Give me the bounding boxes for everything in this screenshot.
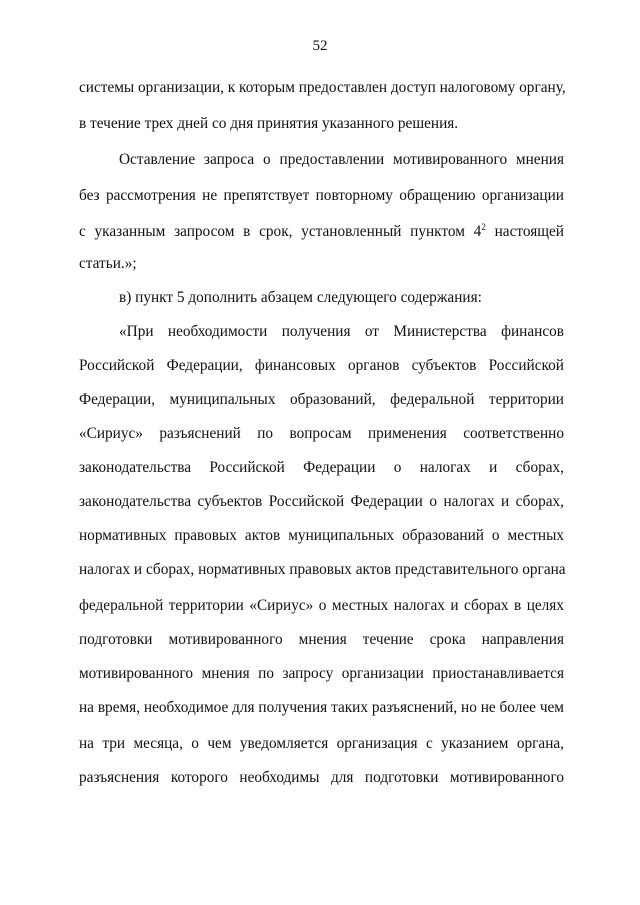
text-line-14: нормативных правовых актов муниципальных образований о местных (79, 527, 564, 544)
text-line-6: статьи.»; (79, 255, 137, 272)
text-line-9: Российской Федерации, финансовых органов субъектов Российской (79, 357, 564, 374)
text-line-4: без рассмотрения не препятствует повторному обращению организации (79, 187, 564, 204)
page-number: 52 (312, 38, 328, 54)
text-line-7: в) пункт 5 дополнить абзацем следующего содержания: (119, 289, 482, 306)
text-line-5 (79, 222, 564, 242)
text-line-18: мотивированного мнения по запросу организации приостанавливается (79, 665, 564, 682)
text-line-21: разъяснения которого необходимы для подготовки мотивированного (79, 769, 564, 786)
text-line-17: подготовки мотивированного мнения течение срока направления (79, 631, 564, 648)
text-line-10: Федерации, муниципальных образований, федеральной территории (79, 391, 564, 408)
text-line-19: на время, необходимое для получения таких разъяснений, но не более чем (79, 699, 564, 716)
text-line-5-before: с указанным запросом в срок, установленный пунктом 4 (79, 223, 482, 240)
text-line-13: законодательства субъектов Российской Федерации о налогах и сборах, (79, 493, 564, 510)
text-line-5-after: настоящей (485, 223, 564, 240)
text-line-2: в течение трех дней со дня принятия указанного решения. (79, 115, 459, 132)
text-line-15: налогах и сборах, нормативных правовых актов представительного органа (79, 561, 566, 578)
text-line-12: законодательства Российской Федерации о налогах и сборах, (79, 459, 564, 476)
text-line-11: «Сириус» разъяснений по вопросам применения соответственно (79, 425, 564, 442)
text-line-20: на три месяца, о чем уведомляется организация с указанием органа, (79, 735, 564, 752)
text-line-3: Оставление запроса о предоставлении мотивированного мнения (119, 151, 564, 168)
text-line-16: федеральной территории «Сириус» о местных налогах и сборах в целях (79, 597, 564, 614)
text-line-8: «При необходимости получения от Министерства финансов (119, 323, 564, 340)
text-line-1: системы организации, к которым предоставлен доступ налоговому органу, (79, 79, 566, 96)
superscript-2: 2 (481, 221, 486, 232)
